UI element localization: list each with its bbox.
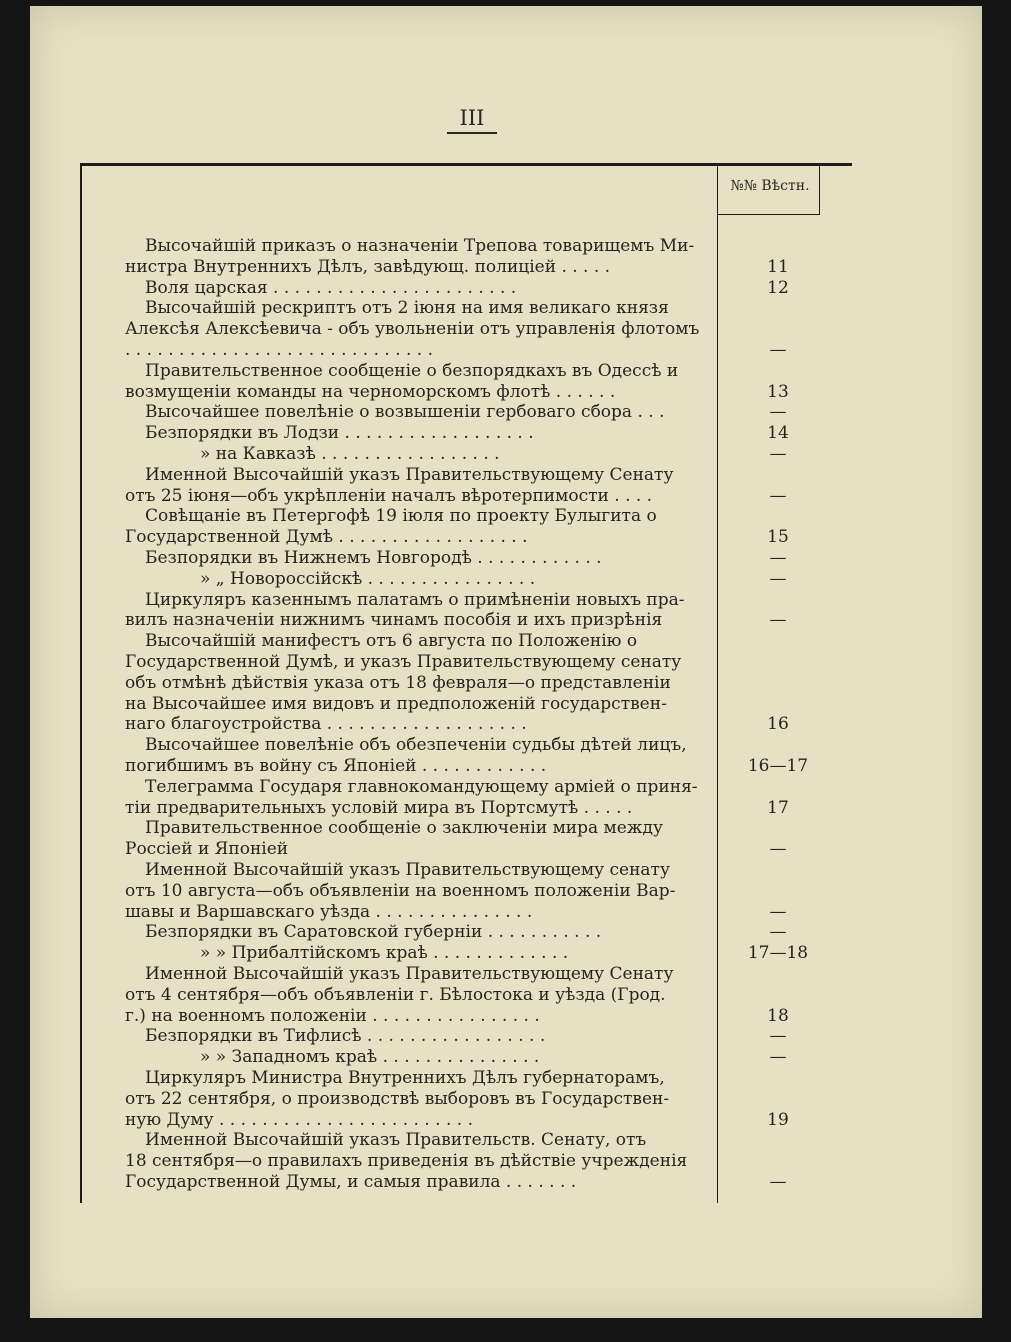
entry-line: отъ 22 сентября, о производствѣ выборовъ въ Государствен- — [125, 1088, 670, 1109]
entry-line: Безпорядки въ Саратовской губерніи . . . . . . . . . . . — [145, 922, 602, 943]
entry-line: » „ Новороссійскѣ . . . . . . . . . . . . . . . . — [200, 568, 536, 589]
page-number: III — [459, 106, 485, 130]
entry-line: Россіей и Японіей — [125, 839, 289, 860]
entry-line: Правительственное сообщеніе о безпорядкахъ въ Одессѣ и — [145, 360, 679, 381]
bulletin-number: 19 — [767, 1109, 789, 1130]
entry-line: Государственной Думѣ . . . . . . . . . . . . . . . . . . — [125, 527, 528, 548]
entry-line: нистра Внутреннихъ Дѣлъ, завѣдующ. полиціей . . . . . — [125, 256, 611, 277]
entry-line: отъ 4 сентября—объ объявленіи г. Бѣлостока и уѣзда (Грод. — [125, 984, 666, 1005]
entry-line: отъ 25 іюня—объ укрѣпленіи началъ вѣротерпимости . . . . — [125, 485, 653, 506]
entry-line: отъ 10 августа—объ объявленіи на военномъ положеніи Вар- — [125, 880, 676, 901]
entry-line: Именной Высочайшій указъ Правительствующему сенату — [145, 860, 670, 880]
entry-line: Алексѣя Алексѣевича - объ увольненіи отъ управленія флотомъ — [125, 319, 700, 340]
entry-line: Государственной Думы, и самыя правила . . . . . . . — [125, 1172, 577, 1192]
entry-line: Циркуляръ казеннымъ палатамъ о примѣненіи новыхъ пра- — [145, 589, 685, 610]
bulletin-number: — — [769, 402, 787, 423]
entry-line: Безпорядки въ Тифлисѣ . . . . . . . . . . . . . . . . . — [145, 1026, 546, 1047]
entry-line: Совѣщаніе въ Петергофѣ 19 іюля по проекту Булыгита о — [145, 506, 657, 527]
document-page — [30, 6, 982, 1318]
column-header: №№ Вѣстн. — [730, 178, 810, 194]
entry-line: Высочайшій приказъ о назначеніи Трепова товарищемъ Ми- — [145, 236, 695, 256]
bulletin-number: 11 — [767, 256, 789, 277]
entry-line: Именной Высочайшій указъ Правительствующему Сенату — [145, 464, 674, 485]
entry-line: ную Думу . . . . . . . . . . . . . . . . . . . . . . . . — [125, 1109, 473, 1130]
bulletin-number: — — [769, 839, 787, 860]
bulletin-number: 15 — [767, 527, 789, 548]
entry-line: Высочайшій рескриптъ отъ 2 іюня на имя великаго князя — [145, 298, 669, 319]
entry-line: Именной Высочайшій указъ Правительств. Сенату, отъ — [145, 1130, 647, 1151]
header-bottom-rule — [718, 214, 820, 215]
table-left-rule — [80, 163, 82, 1203]
entry-line: Государственной Думѣ, и указъ Правительствующему сенату — [125, 652, 682, 672]
entry-line: г.) на военномъ положеніи . . . . . . . . . . . . . . . . — [125, 1005, 540, 1026]
bulletin-number: — — [769, 610, 787, 631]
entry-line: 18 сентября—о правилахъ приведенія въ дѣйствіе учрежденія — [125, 1151, 688, 1172]
bulletin-number: 13 — [767, 381, 789, 402]
entry-line: Воля царская . . . . . . . . . . . . . . . . . . . . . . . — [145, 277, 517, 298]
bulletin-number: 12 — [767, 277, 789, 298]
bulletin-number: — — [769, 340, 787, 360]
entry-line: Именной Высочайшій указъ Правительствующему Сенату — [145, 964, 674, 984]
bulletin-number: — — [769, 922, 787, 943]
entry-line: вилъ назначеніи нижнимъ чинамъ пособія и ихъ призрѣнія — [125, 610, 663, 631]
entry-line: . . . . . . . . . . . . . . . . . . . . . . . . . . . . . — [125, 340, 434, 360]
entry-line: » на Кавказѣ . . . . . . . . . . . . . . . . . — [200, 444, 500, 464]
entry-line: тіи предварительныхъ условій мира въ Портсмутѣ . . . . . — [125, 797, 633, 818]
bulletin-number: — — [769, 901, 787, 922]
table-top-rule — [80, 163, 852, 166]
entry-line: возмущеніи команды на черноморскомъ флотѣ . . . . . . — [125, 381, 616, 402]
entry-line: Высочайшее повелѣніе о возвышеніи гербоваго сбора . . . — [145, 402, 665, 423]
entry-line: шавы и Варшавскаго уѣзда . . . . . . . . . . . . . . . — [125, 901, 533, 922]
entry-line: погибшимъ въ войну съ Японіей . . . . . . . . . . . . — [125, 756, 547, 776]
bulletin-number: — — [769, 1047, 787, 1068]
entry-line: Телеграмма Государя главнокомандующему арміей о приня- — [145, 776, 698, 797]
column-divider — [717, 166, 718, 1203]
entry-line: Безпорядки въ Нижнемъ Новгородѣ . . . . . . . . . . . . — [145, 548, 602, 568]
bulletin-number: — — [769, 568, 787, 589]
entry-line: наго благоустройства . . . . . . . . . . . . . . . . . . . — [125, 714, 527, 735]
bulletin-number: 14 — [767, 423, 789, 444]
bulletin-number: — — [769, 485, 787, 506]
bulletin-number: 17 — [767, 797, 789, 818]
entry-line: Циркуляръ Министра Внутреннихъ Дѣлъ губернаторамъ, — [145, 1068, 665, 1088]
entry-line: Безпорядки въ Лодзи . . . . . . . . . . . . . . . . . . — [145, 423, 534, 444]
entry-line: Высочайшій манифестъ отъ 6 августа по Положенію о — [145, 631, 638, 652]
entry-line: Высочайшее повелѣніе объ обезпеченіи судьбы дѣтей лицъ, — [145, 735, 687, 756]
bulletin-number: 18 — [767, 1005, 789, 1026]
entry-line: на Высочайшее имя видовъ и предположеній государствен- — [125, 693, 667, 714]
bulletin-number: 17—18 — [747, 943, 809, 964]
entry-line: Правительственное сообщеніе о заключеніи мира между — [145, 818, 663, 839]
bulletin-number: — — [769, 1172, 787, 1192]
entry-line: » » Прибалтійскомъ краѣ . . . . . . . . . . . . . — [200, 943, 569, 964]
bulletin-number: 16—17 — [747, 756, 809, 776]
bulletin-number: 16 — [767, 714, 789, 735]
entry-line: » » Западномъ краѣ . . . . . . . . . . . . . . . — [200, 1047, 540, 1068]
entry-line: объ отмѣнѣ дѣйствія указа отъ 18 февраля—о представленіи — [125, 672, 671, 693]
bulletin-number: — — [769, 548, 787, 568]
page-number-underline — [447, 132, 497, 134]
bulletin-number: — — [769, 444, 787, 464]
bulletin-number: — — [769, 1026, 787, 1047]
